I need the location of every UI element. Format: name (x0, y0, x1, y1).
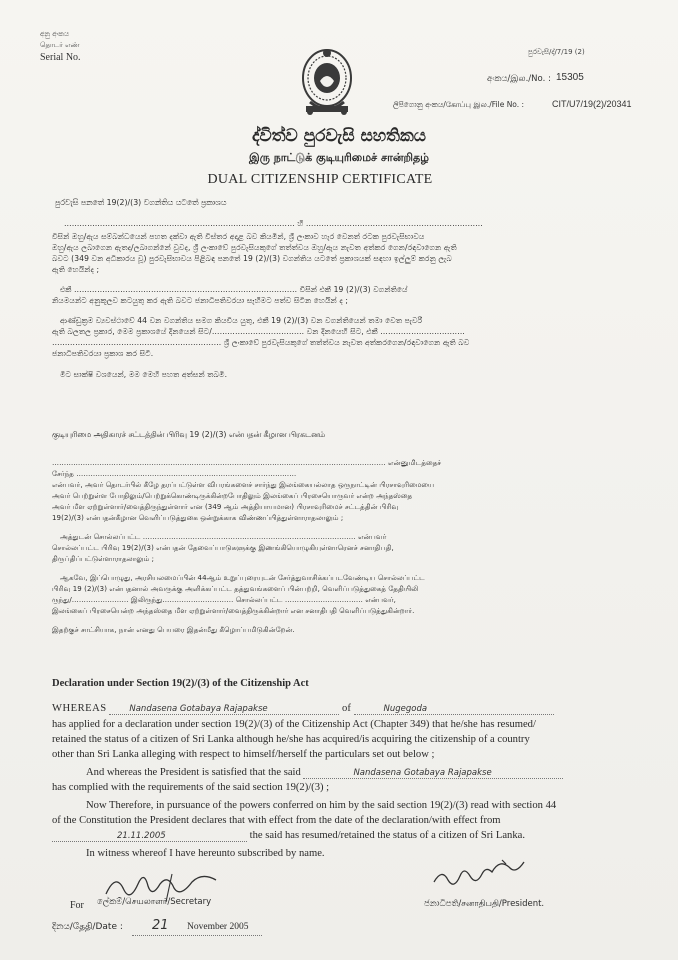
whereas-word: WHEREAS (52, 703, 107, 714)
para3-line2: of the Constitution the President declares that with effect from the date of the declaration/with effect from (52, 815, 501, 826)
tamil-line: என்பவர், அவர் தொடர்பில் கீழே தரப்பட்டுள்ள விபரங்களைச் சார்ந்து இலங்கையல்லாத ஒருநாட்டின் பிரசாவுரிமையை (52, 481, 435, 489)
for-label: For (70, 900, 84, 911)
tamil-line: ருந்து/…………………… இலிருந்து………………………… சொல்லப்பட்ட …………………………… என்பவர், (52, 596, 396, 604)
tamil-body (52, 458, 640, 636)
sinhala-line: නියමයන්ට අනුකූලව කටයුතු කර ඇති බවට ජනාධිපතිවරයා සෑහීමට පත්ව සිටින හෙයින් ද ; (52, 296, 348, 305)
president-label: ජනාධිපති/சனாதிபதி/President. (424, 899, 545, 909)
date-rest: November 2005 (187, 922, 249, 932)
file-label: ලිපිගොනු අංකය/கோப்பு இல./File No. : (393, 100, 525, 109)
tamil-line: ஆகவே, இப்பொழுது, அரசியலமைப்பின் 44ஆம் உறுப்புரையுடன் சேர்த்துவாசிக்கப்படவேண்டிய சொல்லப்பட்ட (60, 574, 425, 582)
sinhala-line: ඇති බලතල ප්‍රකාර, මෙම ප්‍රකාශයේ දිනයෙන් සිට/……………………………… වන දිනයෙහි සිට, එකී …………………………… (52, 327, 465, 336)
of-word: of (342, 703, 351, 714)
sinhala-line: ……………………………………………………………………………… හි …………………………………………………………… (64, 219, 483, 228)
president-signature (428, 852, 538, 892)
sinhala-line: ආණ්ඩුක්‍රම ව්‍යවස්ථාවේ 44 වන වගන්තිය සමග කියවිය යුතු, එකී 19 (2)/(3) වන වගන්තියෙන් තමා වෙත පැවරී (60, 316, 423, 325)
tamil-line: 19(2)/(3) என்பதன்கீழான வெளிப்படுத்துகை ஒன்றுக்காக விண்ணப்பித்துள்ளாராதலாலும் ; (52, 514, 344, 522)
sinhala-line: බවට (349 වන අධිකාරය වූ) පුරවැසිභාවය පිළිබඳ පනතේ 19 (2)/(3) වගන්තිය යටතේ ප්‍රකාශයක් සඳහා ඉල්ලුම් කරනු ලැබ (52, 254, 452, 263)
tamil-line: திருப்திப்பட்டுள்ளாராதலாலும் ; (52, 555, 155, 563)
sinhala-line: විසින් ඔහු/ඇය සම්බන්ධයෙන් පහත දක්වා ඇති විස්තර අදාළ බව කියමින්, ශ්‍රී ලංකාව හැර වෙනත් රටක පුරවැසිභාවය (52, 232, 425, 241)
sinhala-line: ………………………………………………………… ශ්‍රී ලංකාවේ පුරවැසියකුගේ තත්ත්වය නැවත අත්කරගෙන/රඳවාගෙන ඇති බව (52, 338, 470, 347)
tamil-line: அவர் மீள ஏற்றுள்ளார்/வைத்திருந்துள்ளார் என (349 ஆம் அத்தியாயமான) பிரசாவுரிமைச் சட்டத்தின் பிரிவு (52, 503, 399, 511)
serial-label-ta: தொடர் எண் (40, 41, 80, 49)
tamil-line: இலங்கைப் பிரசையென்ற அந்தஸ்தை மீள ஏற்றுள்ளார்/வைத்திருக்கின்றார் என சனாதிபதி வெளிப்படுத்துகின்றார். (52, 607, 415, 615)
para1-line2: has applied for a declaration under section 19(2)/(3) of the Citizenship Act (Chapter 349) that he/she has resumed/ (52, 719, 536, 730)
sri-lanka-emblem-icon (296, 40, 358, 120)
title-sinhala: ද්විත්ව පුරවැසි සහතිකය (251, 126, 427, 146)
witness-line: In witness whereof I have hereunto subscribed by name. (86, 848, 325, 859)
date-day: 21 (152, 918, 169, 933)
secretary-label: ලේකම්/செயலாளர்/Secretary (97, 897, 212, 907)
tamil-heading: குடியுரிமை அதிகாரச் சட்டத்தின் பிரிவு 19 (2)/(3) என்பதன் கீழான பிரகடனம் (52, 430, 326, 439)
para3-line1: Now Therefore, in pursuance of the powers conferred on him by the said section 19(2)/(3) read with section 44 (86, 800, 557, 811)
serial-label-en: Serial No. (40, 52, 81, 63)
tamil-line: பிரிவு 19 (2)/(3) என்பதனால் அவருக்கு அளிக்கப்பட்ட தத்துவங்களைப் பின்பற்றி, வெளிப்படுத்துகைத் தேதியிலி (52, 585, 419, 593)
form-code: පුරවැසි/ද්/7/19 (2) (528, 48, 585, 56)
no-value: 15305 (556, 72, 584, 83)
sinhala-line: ඇති හෙයින්ද ; (52, 265, 100, 274)
title-english: DUAL CITIZENSHIP CERTIFICATE (207, 172, 433, 187)
serial-label-si: අනු අංකය (40, 30, 70, 38)
para1-line3: retained the status of a citizen of Sri Lanka although he/she has acquired/is acquiring the citizenship of a country (52, 734, 530, 745)
para3-line3 (52, 830, 525, 842)
whereas-line (52, 703, 554, 715)
para2-text: And whereas the President is satisfied that the said (86, 767, 301, 778)
no-label: අංකය/இல./No. : (487, 74, 551, 84)
sinhala-line: මීට සාක්ෂි වශයෙන්, මම මෙහි පහත අත්සන් තබමි. (60, 370, 228, 379)
para1-line4: other than Sri Lanka alleging with respect to himself/herself the particulars set out below ; (52, 749, 435, 760)
tamil-line: …………………………………………………………………………………………………………………………… என்னுமிடத்தைச் (52, 459, 442, 467)
file-value: CIT/U7/19(2)/20341 (552, 99, 632, 109)
date-label: දිනය/தேதி/Date : (52, 922, 123, 932)
tamil-line: இதற்குச் சாட்சியாக, நான் எனது பெயரை இதன்மீது கீழொப்பமிடுகின்றேன். (52, 626, 295, 634)
tamil-line: சேர்ந்த ………………………………………………………………………………… (52, 470, 297, 478)
para2-line1 (86, 767, 563, 779)
sinhala-line: ජනාධිපතිවරයා ප්‍රකාශ කර සිටී. (52, 349, 154, 358)
english-heading: Declaration under Section 19(2)/(3) of the Citizenship Act (52, 678, 309, 689)
tamil-line: அவர் பெற்றுள்ள போதிலும்/பெற்றுக்கொண்டிருக்கின்றபோதிலும் இலங்கைப் பிரசையொருவர் என்ற அந்தஸ்தை (52, 492, 413, 500)
para2-name: Nandasena Gotabaya Rajapakse (303, 768, 563, 779)
tamil-line: அத்துடன் சொல்லப்பட்ட ……………………………………………………………………………… என்பவர் (60, 533, 387, 541)
tamil-line: சொல்லப்பட்ட பிரிவு 19(2)/(3) என்பதன் தேவைப்பாடுகளுக்கு இணங்கியொழுகியுள்ளாரெனச் சனாதிபதி, (52, 544, 394, 552)
sinhala-line: එකී …………………………………………………………………………… විසින් එකී 19 (2)/(3) වගන්තියේ (60, 285, 408, 294)
effective-date: 21.11.2005 (52, 831, 247, 842)
para3-tail: the said has resumed/retained the status of a citizen of Sri Lanka. (249, 830, 526, 841)
date-underline (132, 935, 262, 936)
title-tamil: இரு நாட்டுக் குடியுரிமைச் சான்றிதழ் (249, 151, 429, 164)
sinhala-body (52, 218, 640, 380)
applicant-name: Nandasena Gotabaya Rajapakse (109, 704, 339, 715)
para2-line2: has complied with the requirements of the said section 19(2)/(3) ; (52, 782, 330, 793)
applicant-place: Nugegoda (354, 704, 554, 715)
sinhala-line: ඔහු/ඇය ලබාගෙන ඇතද/ලබාගන්නේ වුවද, ශ්‍රී ලංකාවේ පුරවැසියකුගේ තත්ත්වය ඔහු/ඇය නැවත අත්කර ගෙන/රඳවාගෙන ඇති (52, 243, 457, 252)
sinhala-heading: පුරවැසි පනතේ 19(2)/(3) වගන්තිය යටතේ ප්‍රකාශය (55, 198, 227, 207)
